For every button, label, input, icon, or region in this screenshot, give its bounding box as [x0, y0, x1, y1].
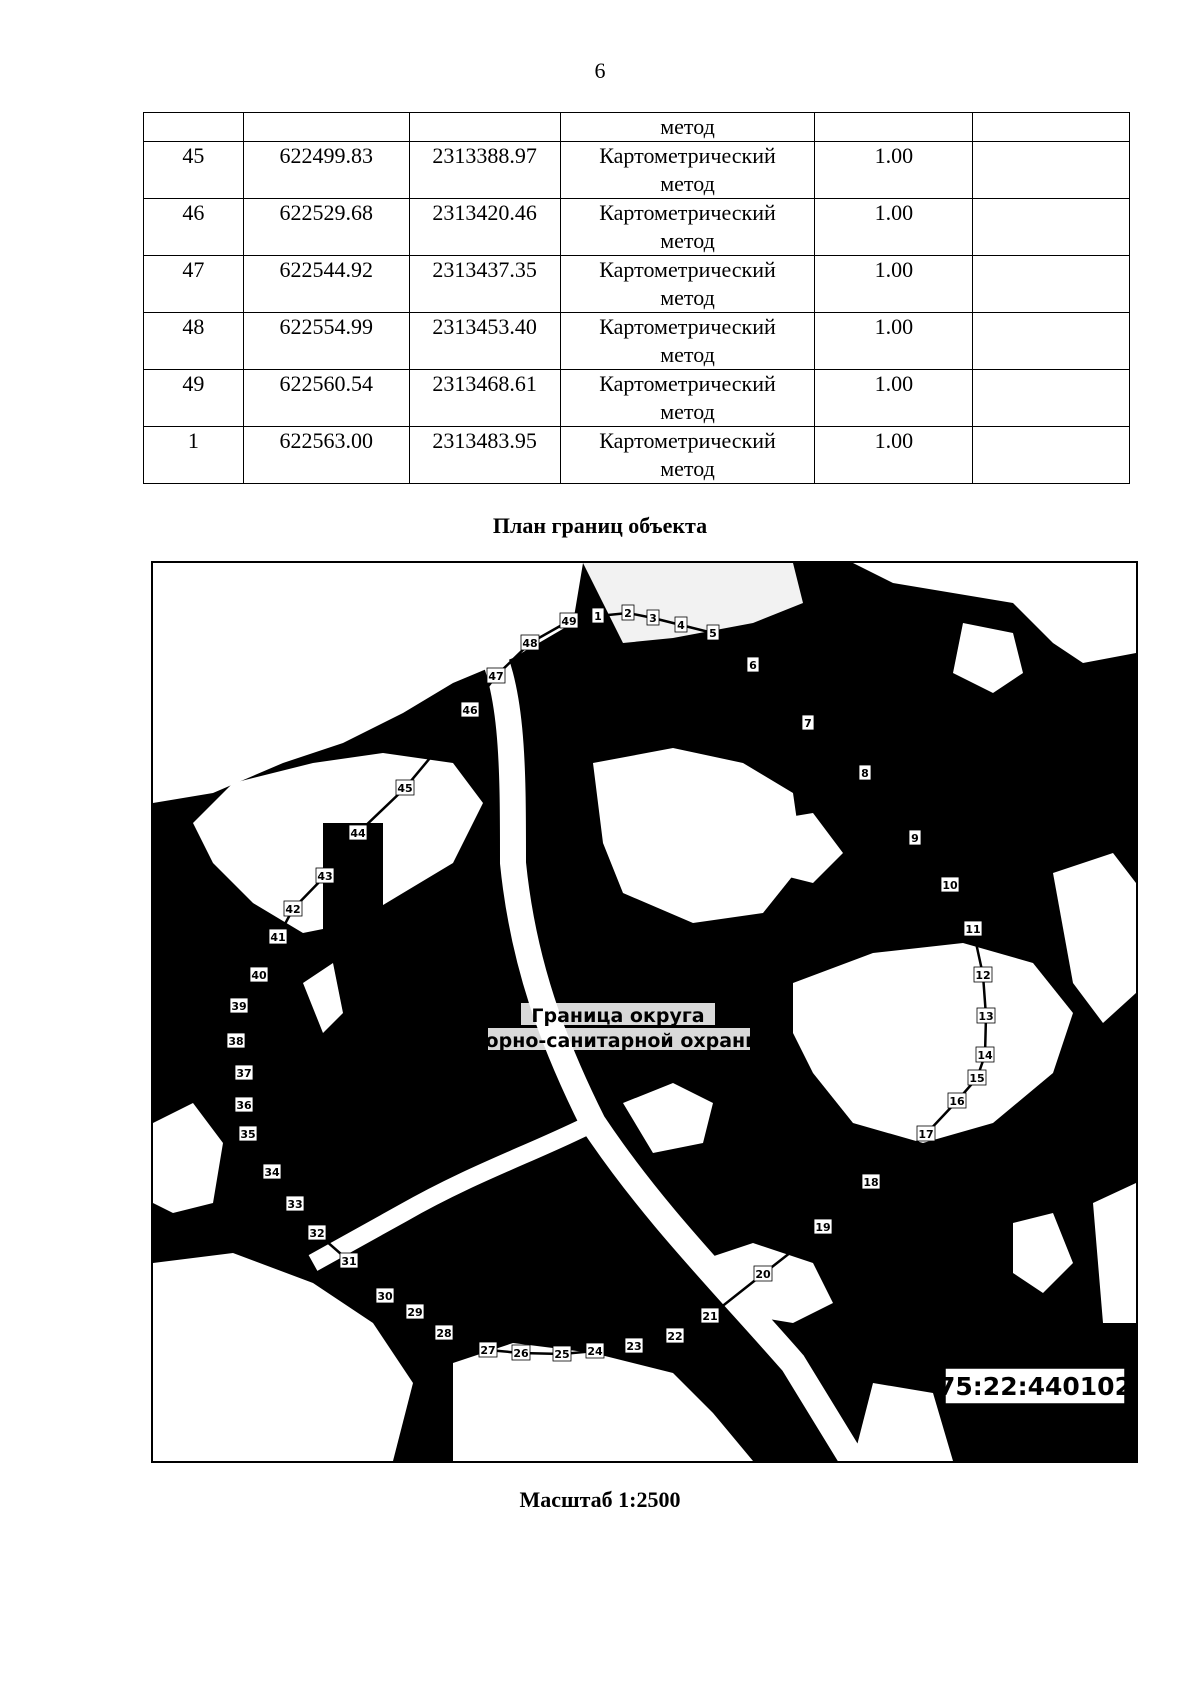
- boundary-point-label: 44: [350, 827, 366, 840]
- boundary-point-label: 34: [264, 1166, 280, 1179]
- note-cell: [973, 427, 1130, 484]
- x-coordinate-cell: 622529.68: [243, 199, 409, 256]
- method-cell: метод: [560, 113, 815, 142]
- y-coordinate-cell: 2313437.35: [409, 256, 560, 313]
- table-row: [144, 256, 1130, 313]
- boundary-point-label: 11: [965, 923, 981, 936]
- boundary-point-label: 18: [863, 1176, 879, 1189]
- boundary-caption-line2: горно-санитарной охраны: [475, 1030, 763, 1052]
- boundary-plan-map: [151, 561, 1138, 1463]
- point-number-cell: 1: [144, 427, 244, 484]
- boundary-point-label: 10: [942, 879, 958, 892]
- y-coordinate-cell: 2313483.95: [409, 427, 560, 484]
- boundary-point-label: 5: [709, 627, 717, 640]
- boundary-point-label: 32: [309, 1227, 325, 1240]
- boundary-point-label: 24: [587, 1345, 603, 1358]
- boundary-point-label: 7: [804, 717, 812, 730]
- note-cell: [973, 142, 1130, 199]
- table-row: [144, 142, 1130, 199]
- accuracy-cell: 1.00: [815, 427, 973, 484]
- coordinates-table: [143, 112, 1130, 484]
- boundary-point-label: 2: [624, 607, 632, 620]
- method-cell: Картометрический метод: [560, 313, 815, 370]
- point-number-cell: 45: [144, 142, 244, 199]
- table-row: [144, 370, 1130, 427]
- accuracy-cell: 1.00: [815, 370, 973, 427]
- boundary-point-label: 27: [480, 1344, 496, 1357]
- boundary-point-label: 6: [749, 659, 757, 672]
- accuracy-cell: 1.00: [815, 256, 973, 313]
- table-row-continuation: [144, 113, 1130, 142]
- boundary-point-label: 29: [407, 1306, 423, 1319]
- boundary-point-label: 26: [513, 1347, 529, 1360]
- boundary-point-label: 17: [918, 1128, 934, 1141]
- boundary-point-label: 37: [236, 1067, 252, 1080]
- boundary-point-label: 16: [949, 1095, 965, 1108]
- y-coordinate-cell: 2313420.46: [409, 199, 560, 256]
- note-cell: [973, 370, 1130, 427]
- y-coordinate-cell: 2313468.61: [409, 370, 560, 427]
- boundary-point-label: 38: [228, 1035, 244, 1048]
- accuracy-cell: 1.00: [815, 142, 973, 199]
- method-cell: Картометрический метод: [560, 199, 815, 256]
- boundary-caption-line1: Граница округа: [531, 1005, 705, 1027]
- note-cell: [973, 256, 1130, 313]
- x-coordinate-cell: 622544.92: [243, 256, 409, 313]
- boundary-point-label: 13: [978, 1010, 994, 1023]
- accuracy-cell: 1.00: [815, 313, 973, 370]
- table-row: [144, 313, 1130, 370]
- aerial-map-image: [153, 563, 1136, 1461]
- boundary-point-label: 36: [236, 1099, 252, 1112]
- scale-label: Масштаб 1:2500: [519, 1487, 681, 1512]
- boundary-point-label: 19: [815, 1221, 831, 1234]
- boundary-point-label: 45: [397, 782, 413, 795]
- point-number-cell: 49: [144, 370, 244, 427]
- boundary-point-label: 28: [436, 1327, 452, 1340]
- table-row: [144, 427, 1130, 484]
- boundary-point-label: 46: [462, 704, 478, 717]
- boundary-point-label: 22: [667, 1330, 683, 1343]
- method-cell: Картометрический метод: [560, 142, 815, 199]
- boundary-point-label: 31: [341, 1255, 357, 1268]
- boundary-point-label: 23: [626, 1340, 642, 1353]
- boundary-point-label: 20: [755, 1268, 771, 1281]
- cadastral-number: 75:22:440102: [938, 1372, 1132, 1401]
- boundary-point-label: 48: [522, 637, 538, 650]
- point-number-cell: 47: [144, 256, 244, 313]
- note-cell: [973, 199, 1130, 256]
- boundary-point-label: 4: [677, 619, 685, 632]
- boundary-point-label: 47: [488, 670, 504, 683]
- boundary-point-label: 39: [231, 1000, 247, 1013]
- note-cell: [973, 313, 1130, 370]
- boundary-point-label: 1: [594, 610, 602, 623]
- boundary-point-label: 25: [554, 1348, 570, 1361]
- table-row: [144, 199, 1130, 256]
- x-coordinate-cell: 622554.99: [243, 313, 409, 370]
- boundary-point-label: 3: [649, 612, 657, 625]
- method-cell: Картометрический метод: [560, 256, 815, 313]
- boundary-point-label: 30: [377, 1290, 393, 1303]
- boundary-point-label: 15: [969, 1072, 985, 1085]
- x-coordinate-cell: 622560.54: [243, 370, 409, 427]
- boundary-point-label: 42: [285, 903, 301, 916]
- method-cell: Картометрический метод: [560, 427, 815, 484]
- boundary-point-label: 21: [702, 1310, 718, 1323]
- x-coordinate-cell: 622499.83: [243, 142, 409, 199]
- page-number: 6: [594, 58, 606, 83]
- plan-title: План границ объекта: [492, 513, 708, 538]
- boundary-point-label: 8: [861, 767, 869, 780]
- point-number-cell: 46: [144, 199, 244, 256]
- method-cell: Картометрический метод: [560, 370, 815, 427]
- accuracy-cell: 1.00: [815, 199, 973, 256]
- x-coordinate-cell: 622563.00: [243, 427, 409, 484]
- boundary-point-label: 35: [240, 1128, 256, 1141]
- boundary-point-label: 12: [975, 969, 991, 982]
- y-coordinate-cell: 2313388.97: [409, 142, 560, 199]
- boundary-point-label: 14: [977, 1049, 993, 1062]
- boundary-point-label: 40: [251, 969, 267, 982]
- point-number-cell: 48: [144, 313, 244, 370]
- boundary-point-label: 9: [911, 832, 919, 845]
- boundary-point-label: 43: [317, 870, 333, 883]
- boundary-point-label: 33: [287, 1198, 303, 1211]
- boundary-point-label: 49: [561, 615, 577, 628]
- y-coordinate-cell: 2313453.40: [409, 313, 560, 370]
- boundary-point-label: 41: [270, 931, 286, 944]
